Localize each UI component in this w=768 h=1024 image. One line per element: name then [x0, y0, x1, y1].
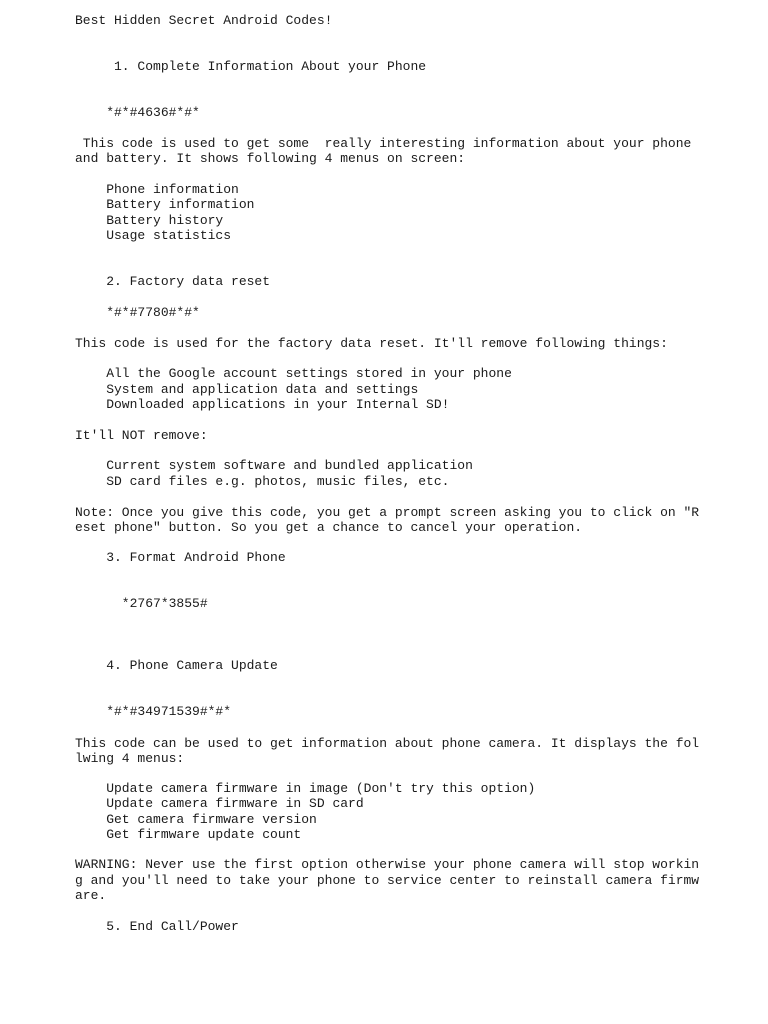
- section-1-heading: 1. Complete Information About your Phone: [75, 59, 427, 74]
- body-line: It'll NOT remove:: [75, 428, 208, 443]
- section-3-heading: 3. Format Android Phone: [75, 550, 286, 565]
- section-3-code: *2767*3855#: [75, 596, 208, 611]
- body-line: This code can be used to get information about phone camera. It displays the fol: [75, 736, 700, 751]
- warning-line: are.: [75, 888, 107, 903]
- note-line: Note: Once you give this code, you get a prompt screen asking you to click on "R: [75, 505, 700, 520]
- section-4-heading: 4. Phone Camera Update: [75, 658, 278, 673]
- document-title: Best Hidden Secret Android Codes!: [75, 13, 333, 28]
- list-item: All the Google account settings stored in your phone: [75, 366, 512, 381]
- list-item: SD card files e.g. photos, music files, etc.: [75, 474, 450, 489]
- list-item: Update camera firmware in image (Don't try this option): [75, 781, 536, 796]
- section-5-heading: 5. End Call/Power: [75, 919, 239, 934]
- body-line: This code is used to get some really interesting information about your phone: [75, 136, 692, 151]
- body-line: and battery. It shows following 4 menus on screen:: [75, 151, 466, 166]
- warning-line: g and you'll need to take your phone to service center to reinstall camera firmw: [75, 873, 700, 888]
- list-item: Update camera firmware in SD card: [75, 796, 364, 811]
- list-item: Current system software and bundled application: [75, 458, 473, 473]
- list-item: Battery history: [75, 213, 224, 228]
- list-item: System and application data and settings: [75, 382, 419, 397]
- list-item: Phone information: [75, 182, 239, 197]
- note-line: eset phone" button. So you get a chance to cancel your operation.: [75, 520, 583, 535]
- body-line: lwing 4 menus:: [75, 751, 185, 766]
- section-1-code: *#*#4636#*#*: [75, 105, 200, 120]
- section-4-code: *#*#34971539#*#*: [75, 704, 232, 719]
- section-2-heading: 2. Factory data reset: [75, 274, 271, 289]
- warning-line: WARNING: Never use the first option otherwise your phone camera will stop workin: [75, 857, 700, 872]
- list-item: Downloaded applications in your Internal SD!: [75, 397, 450, 412]
- list-item: Get camera firmware version: [75, 812, 317, 827]
- list-item: Usage statistics: [75, 228, 232, 243]
- section-2-code: *#*#7780#*#*: [75, 305, 200, 320]
- list-item: Battery information: [75, 197, 255, 212]
- body-line: This code is used for the factory data reset. It'll remove following things:: [75, 336, 668, 351]
- list-item: Get firmware update count: [75, 827, 302, 842]
